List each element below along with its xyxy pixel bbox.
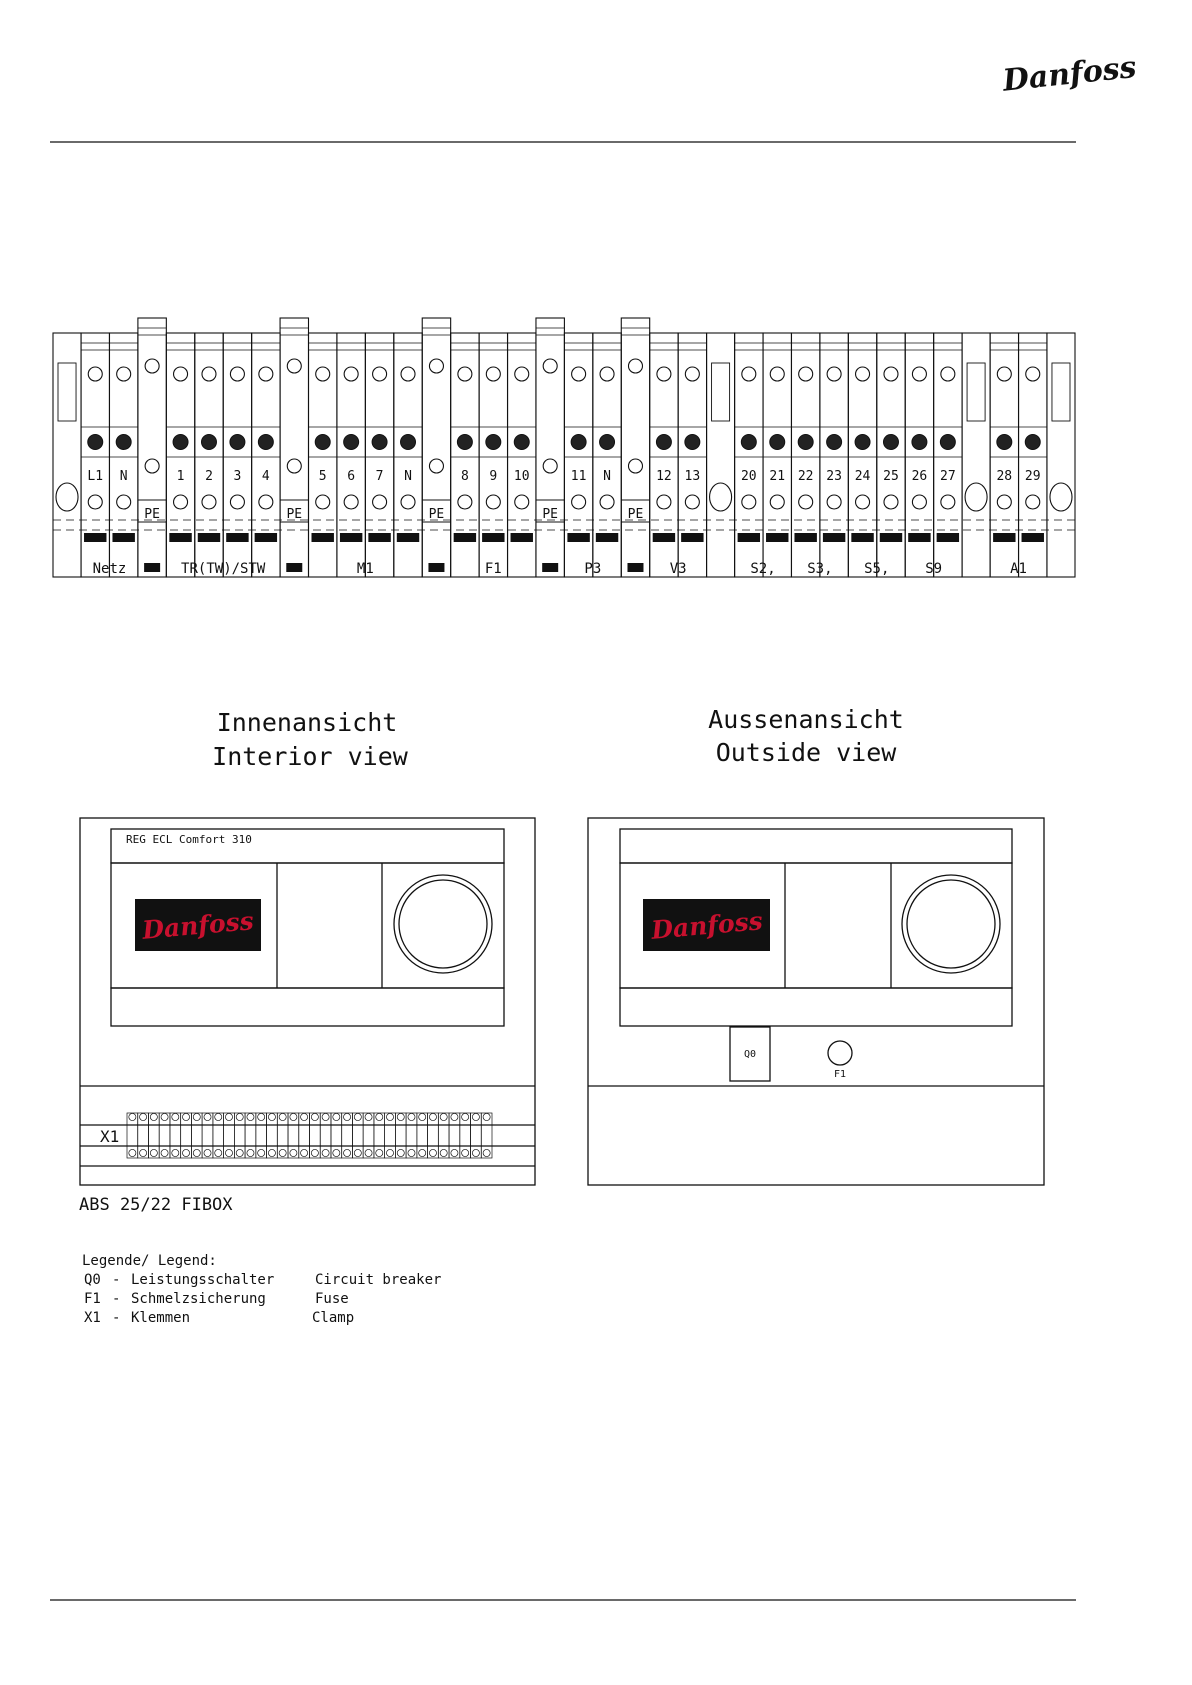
- x1-terminal: [481, 1113, 492, 1158]
- x1-terminal: [385, 1113, 396, 1158]
- x1-terminal: [310, 1113, 321, 1158]
- group-label: A1: [1010, 561, 1027, 577]
- controller-bottom-bar: [111, 988, 504, 1026]
- terminal-number: 23: [826, 469, 842, 484]
- pe-label: PE: [286, 507, 303, 522]
- legend-de: Klemmen: [131, 1310, 191, 1326]
- group-label: S2,: [750, 561, 776, 577]
- x1-terminal: [159, 1113, 170, 1158]
- x1-terminal: [234, 1113, 245, 1158]
- terminal-number: 1: [176, 469, 185, 484]
- x1-terminal-block: [127, 1113, 492, 1158]
- x1-terminal: [374, 1113, 385, 1158]
- terminal-number: 22: [797, 469, 814, 484]
- terminal-number: 20: [740, 469, 757, 484]
- outside-dial: [902, 875, 1000, 973]
- interior-title-de: Innenansicht: [216, 708, 398, 737]
- group-label: V3: [669, 561, 687, 577]
- legend-de: Schmelzsicherung: [131, 1291, 266, 1307]
- terminal-number: 26: [911, 469, 928, 484]
- controller-model-label: REG ECL Comfort 310: [126, 833, 252, 846]
- legend-code: X1: [84, 1310, 101, 1326]
- x1-label: X1: [100, 1127, 120, 1146]
- legend-title: Legende/ Legend:: [82, 1253, 217, 1269]
- x1-terminal: [471, 1113, 482, 1158]
- x1-terminal: [460, 1113, 471, 1158]
- legend-de: Leistungsschalter: [131, 1272, 275, 1288]
- x1-terminal: [352, 1113, 363, 1158]
- x1-terminal: [320, 1113, 331, 1158]
- interior-panel: [80, 818, 535, 1185]
- legend: [82, 1253, 441, 1326]
- legend-en: Fuse: [315, 1291, 349, 1307]
- terminal-number: 8: [460, 469, 469, 484]
- outside-logo: Danfoss: [650, 906, 764, 945]
- end-plate-oval: [56, 483, 78, 511]
- end-plate-oval: [965, 483, 987, 511]
- x1-terminal: [342, 1113, 353, 1158]
- fuse-f1: [828, 1041, 852, 1065]
- enclosure-label: ABS 25/22 FIBOX: [79, 1195, 233, 1215]
- x1-terminal: [256, 1113, 267, 1158]
- interior-title-en: Interior view: [212, 742, 408, 771]
- outside-title-de: Aussenansicht: [708, 705, 904, 734]
- outside-title-en: Outside view: [715, 738, 897, 767]
- x1-terminal: [395, 1113, 406, 1158]
- end-plate: [53, 333, 81, 577]
- pe-terminal: [280, 318, 308, 577]
- terminal-number: 25: [883, 469, 899, 484]
- x1-terminal: [191, 1113, 202, 1158]
- x1-terminal: [438, 1113, 449, 1158]
- terminal-number: 28: [996, 469, 1013, 484]
- terminal-strip: [53, 318, 1075, 577]
- terminal-number: 4: [261, 469, 270, 484]
- group-label: F1: [484, 561, 502, 577]
- x1-terminal: [127, 1113, 138, 1158]
- legend-code: Q0: [84, 1272, 101, 1288]
- end-plate: [1047, 333, 1075, 577]
- x1-terminal: [170, 1113, 181, 1158]
- x1-terminal: [245, 1113, 256, 1158]
- controller-logo: Danfoss: [141, 906, 255, 945]
- terminal-number: 11: [570, 469, 587, 484]
- x1-terminal: [363, 1113, 374, 1158]
- outside-panel: [588, 818, 1044, 1185]
- x1-terminal: [277, 1113, 288, 1158]
- x1-terminal: [267, 1113, 278, 1158]
- x1-terminal: [299, 1113, 310, 1158]
- group-label: TR(TW)/STW: [181, 561, 266, 577]
- x1-terminal: [224, 1113, 235, 1158]
- group-label: M1: [356, 561, 374, 577]
- legend-code: F1: [84, 1291, 101, 1307]
- pe-terminal: [422, 318, 450, 577]
- x1-terminal: [406, 1113, 417, 1158]
- x1-terminal: [428, 1113, 439, 1158]
- terminal-number: 3: [233, 469, 242, 484]
- terminal-number: 21: [769, 469, 786, 484]
- svg-text:-: -: [112, 1291, 121, 1307]
- group-label: S9: [925, 561, 943, 577]
- terminal-number: 27: [940, 469, 956, 484]
- terminal-number: 24: [854, 469, 871, 484]
- terminal-number: 10: [513, 469, 530, 484]
- x1-terminal: [181, 1113, 192, 1158]
- pe-terminal: [621, 318, 649, 577]
- legend-en: Clamp: [312, 1310, 355, 1326]
- terminal-number: 6: [347, 469, 356, 484]
- terminal-number: 29: [1024, 469, 1041, 484]
- svg-text:-: -: [112, 1310, 121, 1326]
- pe-label: PE: [144, 507, 160, 522]
- fuse-label: F1: [833, 1069, 847, 1080]
- controller-dial: [394, 875, 492, 973]
- terminal-number: N: [603, 469, 611, 484]
- pe-terminal: [536, 318, 564, 577]
- x1-terminal: [213, 1113, 224, 1158]
- pe-label: PE: [428, 507, 445, 522]
- end-plate-oval: [1050, 483, 1072, 511]
- x1-terminal: [288, 1113, 299, 1158]
- terminal-number: 7: [375, 469, 384, 484]
- x1-terminal: [148, 1113, 159, 1158]
- terminal-number: 9: [489, 469, 498, 484]
- group-label: S5,: [864, 561, 890, 577]
- terminal-number: 13: [684, 469, 701, 484]
- group-label: S3,: [807, 561, 833, 577]
- x1-terminal: [331, 1113, 342, 1158]
- breaker-label: Q0: [743, 1049, 757, 1060]
- x1-terminal: [202, 1113, 213, 1158]
- outside-enclosure: [588, 818, 1044, 1185]
- terminal-number: L1: [87, 469, 104, 484]
- end-plate: [962, 333, 990, 577]
- terminal-number: N: [119, 469, 128, 484]
- svg-text:-: -: [112, 1272, 121, 1288]
- pe-label: PE: [542, 507, 559, 522]
- group-label: Netz: [92, 561, 127, 577]
- pe-label: PE: [627, 507, 644, 522]
- terminal-number: 2: [205, 469, 213, 484]
- end-plate-oval: [710, 483, 732, 511]
- legend-en: Circuit breaker: [315, 1272, 442, 1288]
- pe-terminal: [138, 318, 166, 577]
- x1-terminal: [138, 1113, 149, 1158]
- view-titles: [212, 705, 904, 771]
- terminal-number: N: [404, 469, 412, 484]
- end-plate: [707, 333, 735, 577]
- terminal-number: 5: [318, 469, 327, 484]
- x1-terminal: [449, 1113, 460, 1158]
- brand-logo: Danfoss: [1001, 49, 1139, 99]
- group-label: P3: [584, 561, 602, 577]
- header: [50, 50, 1138, 142]
- x1-terminal: [417, 1113, 428, 1158]
- terminal-number: 12: [656, 469, 672, 484]
